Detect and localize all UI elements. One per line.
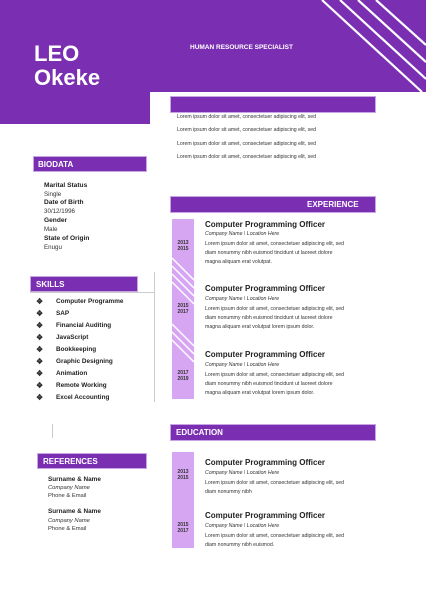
gender-value: Male — [44, 226, 58, 233]
experience-years: 2013 2015 — [177, 240, 189, 253]
skills-heading: SKILLS — [36, 280, 65, 289]
diamond-bullet-icon: ❖ — [36, 321, 44, 330]
dob-value: 30/12/1996 — [44, 208, 75, 215]
header-name-block — [0, 92, 150, 124]
summary-line: Lorem ipsum dolor sit amet, consectetuer adipiscing elit, sed — [177, 154, 316, 160]
education-heading: EDUCATION — [176, 428, 223, 437]
decorative-stripes — [310, 0, 426, 95]
diamond-bullet-icon: ❖ — [36, 333, 44, 342]
diamond-bullet-icon: ❖ — [36, 357, 44, 366]
diamond-bullet-icon: ❖ — [36, 381, 44, 390]
education-title: Computer Programming Officer — [205, 511, 326, 520]
marital-status-value: Single — [44, 191, 62, 198]
education-years: 2015 2017 — [177, 522, 189, 535]
experience-title: Computer Programming Officer — [205, 220, 326, 229]
left-column-divider-2 — [52, 424, 53, 438]
left-column-divider — [154, 272, 155, 402]
experience-years: 2017 2019 — [177, 370, 189, 383]
biodata-heading: BIODATA — [38, 160, 74, 169]
skills-underline — [30, 292, 154, 293]
experience-desc: diam nonummy nibh euismod tincidunt ut laoreet dolore — [205, 250, 333, 256]
references-heading: REFERENCES — [43, 457, 98, 466]
education-company: Company Name \ Location Here — [205, 523, 280, 529]
experience-company: Company Name \ Location Here — [205, 362, 280, 368]
experience-title: Computer Programming Officer — [205, 350, 326, 359]
experience-company: Company Name \ Location Here — [205, 296, 280, 302]
experience-desc: diam nonummy nibh euismod tincidunt ut laoreet dolore — [205, 315, 333, 321]
education-years: 2013 2015 — [177, 469, 189, 482]
diamond-bullet-icon: ❖ — [36, 369, 44, 378]
experience-company: Company Name \ Location Here — [205, 231, 280, 237]
reference-name: Surname & Name — [48, 476, 101, 483]
reference-contact: Phone & Email — [48, 493, 87, 499]
summary-line: Lorem ipsum dolor sit amet, consectetuer adipiscing elit, sed — [177, 114, 316, 120]
diamond-bullet-icon: ❖ — [36, 309, 44, 318]
experience-desc: magna aliquam erat volutpat. — [205, 259, 272, 265]
diamond-bullet-icon: ❖ — [36, 393, 44, 402]
gender-label: Gender — [44, 217, 68, 224]
first-name: LEO — [34, 41, 80, 66]
experience-desc: Lorem ipsum dolor sit amet, consectetuer adipiscing elit, sed — [205, 241, 344, 247]
summary-line: Lorem ipsum dolor sit amet, consectetuer adipiscing elit, sed — [177, 127, 316, 133]
education-desc: Lorem ipsum dolor sit amet, consectetuer adipiscing elit, sed — [205, 533, 344, 539]
summary-bar — [170, 96, 376, 113]
marital-status-label: Marital Status — [44, 182, 88, 189]
experience-desc: magna aliquam erat volutpat lorem ipsum dolor. — [205, 390, 315, 396]
education-company: Company Name \ Location Here — [205, 470, 280, 476]
summary-line: Lorem ipsum dolor sit amet, consectetuer adipiscing elit, sed — [177, 141, 316, 147]
origin-value: Enugu — [44, 244, 62, 251]
experience-desc: Lorem ipsum dolor sit amet, consectetuer adipiscing elit, sed — [205, 306, 344, 312]
diamond-bullet-icon: ❖ — [36, 345, 44, 354]
education-desc: Lorem ipsum dolor sit amet, consectetuer adipiscing elit, sed — [205, 480, 344, 486]
reference-company: Company Name — [48, 518, 90, 524]
education-desc: diam nonummy nibh euismod. — [205, 542, 275, 548]
education-title: Computer Programming Officer — [205, 458, 326, 467]
education-desc: diam nonummy nibh — [205, 489, 252, 495]
experience-years: 2015 2017 — [177, 303, 189, 316]
diamond-bullet-icon: ❖ — [36, 297, 44, 306]
reference-contact: Phone & Email — [48, 526, 87, 532]
reference-name: Surname & Name — [48, 508, 101, 515]
experience-title: Computer Programming Officer — [205, 284, 326, 293]
origin-label: State of Origin — [44, 235, 90, 242]
experience-desc: magna aliquam erat volutpat lorem ipsum dolor. — [205, 324, 315, 330]
last-name: Okeke — [34, 65, 101, 90]
job-title-header: HUMAN RESOURCE SPECIALIST — [190, 44, 293, 51]
timeline-stripes — [172, 320, 194, 370]
reference-company: Company Name — [48, 485, 90, 491]
experience-desc: diam nonummy nibh euismod tincidunt ut laoreet dolore — [205, 381, 333, 387]
dob-label: Date of Birth — [44, 199, 84, 206]
experience-heading: EXPERIENCE — [307, 200, 359, 209]
experience-desc: Lorem ipsum dolor sit amet, consectetuer adipiscing elit, sed — [205, 372, 344, 378]
timeline-stripes — [172, 250, 194, 310]
